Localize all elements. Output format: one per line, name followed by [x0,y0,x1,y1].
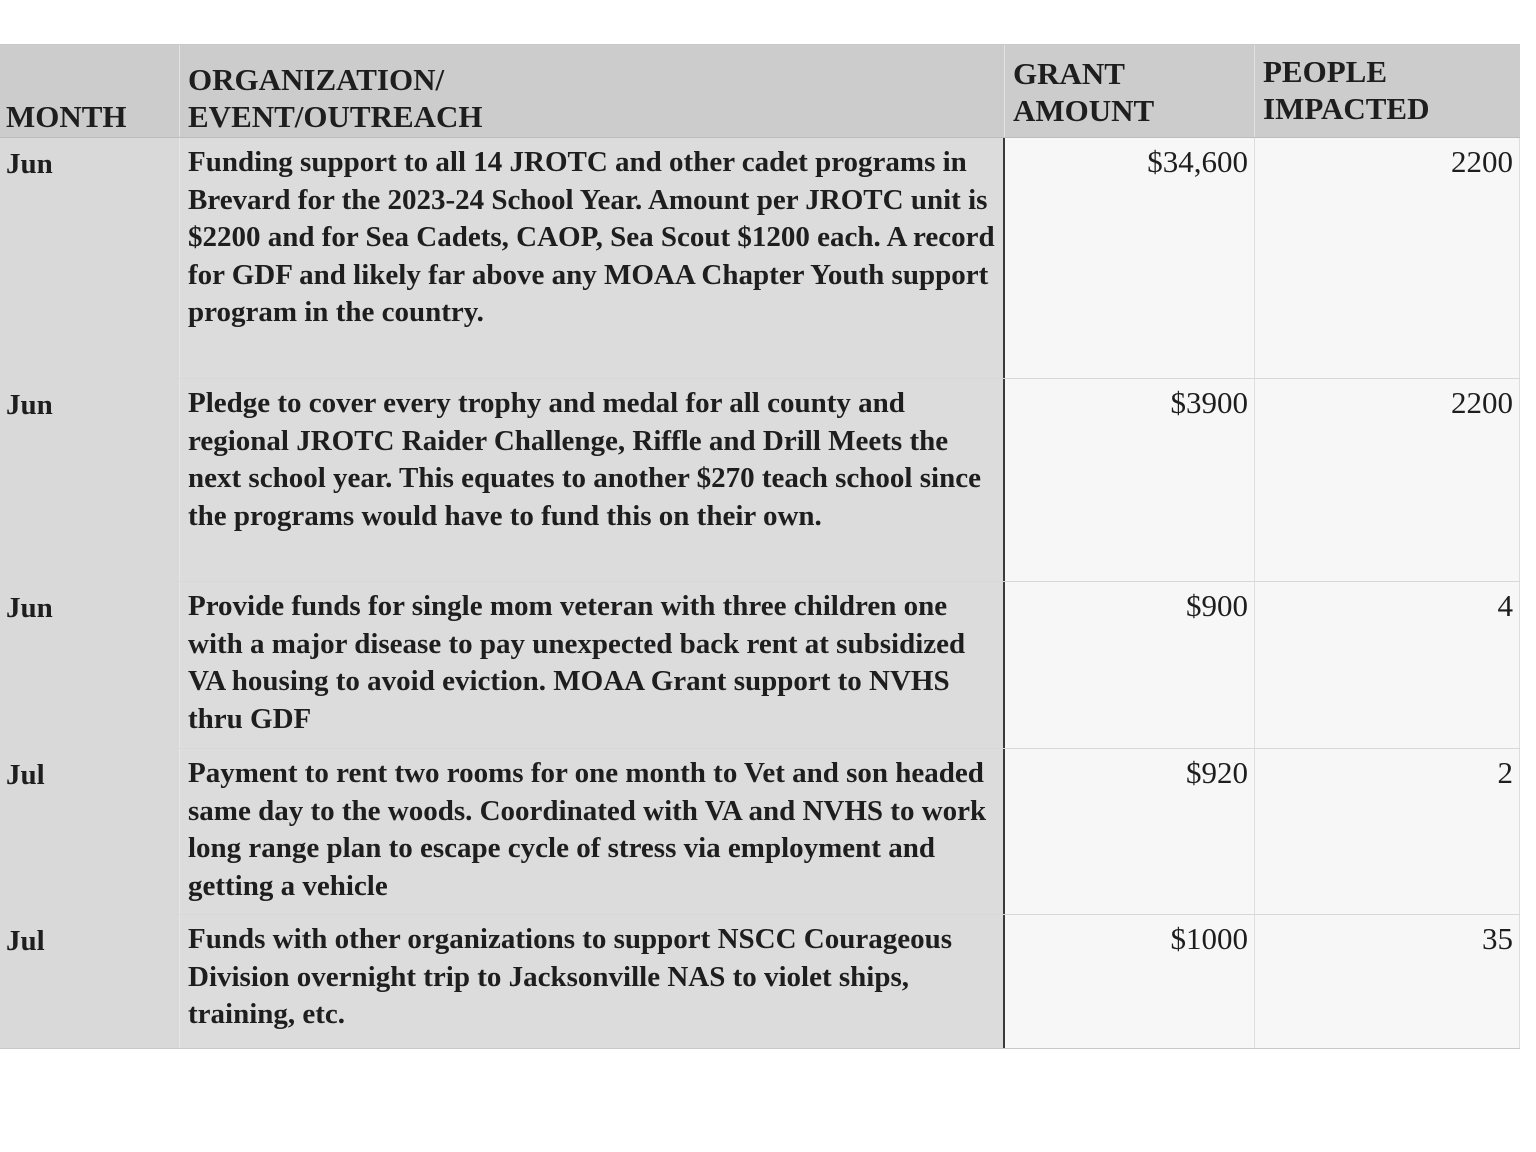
header-grant-amount [1005,45,1255,137]
description-cell: Payment to rent two rooms for one month to Vet and son headed same day to the woods. Coordinated with VA and NVHS to work long range plan to escape cycle of stress via employment and getting a vehicle [180,749,1005,914]
table-row [0,582,1520,749]
header-organization [180,45,1005,137]
people-impacted-cell: 4 [1255,582,1520,748]
month-cell: Jun [0,582,180,748]
table-row [0,915,1520,1048]
table-header-row [0,45,1520,138]
header-month-label: MONTH [6,99,127,134]
grant-amount-cell: $900 [1005,582,1255,748]
month-cell: Jun [0,138,180,378]
table-row [0,379,1520,582]
people-impacted-cell: 35 [1255,915,1520,1048]
description-cell: Provide funds for single mom veteran with three children one with a major disease to pay unexpected back rent at subsidized VA housing to avoid eviction. MOAA Grant support to NVHS thru GDF [180,582,1005,748]
description-cell: Pledge to cover every trophy and medal for all county and regional JROTC Raider Challenge, Riffle and Drill Meets the next school year. This equates to another $270 teach school since the programs would have to fund this on their own. [180,379,1005,581]
header-organization-line2: EVENT/OUTREACH [188,99,483,134]
grant-table [0,44,1520,1049]
table-row [0,138,1520,379]
header-grant-line1: GRANT [1013,56,1125,91]
table-row [0,749,1520,915]
month-cell: Jul [0,749,180,914]
header-people-line1: PEOPLE [1263,54,1388,89]
header-people-impacted [1255,45,1520,137]
month-cell: Jun [0,379,180,581]
grant-amount-cell: $920 [1005,749,1255,914]
grant-amount-cell: $1000 [1005,915,1255,1048]
grant-amount-cell: $3900 [1005,379,1255,581]
description-cell: Funding support to all 14 JROTC and other cadet programs in Brevard for the 2023-24 School Year. Amount per JROTC unit is $2200 and for Sea Cadets, CAOP, Sea Scout $1200 each. A record for GDF and likely far above any MOAA Chapter Youth support program in the country. [180,138,1005,378]
header-people-line2: IMPACTED [1263,91,1430,126]
description-cell: Funds with other organizations to support NSCC Courageous Division overnight trip to Jacksonville NAS to violet ships, training, etc. [180,915,1005,1048]
people-impacted-cell: 2200 [1255,138,1520,378]
people-impacted-cell: 2200 [1255,379,1520,581]
header-organization-line1: ORGANIZATION/ [188,62,445,97]
grant-amount-cell: $34,600 [1005,138,1255,378]
people-impacted-cell: 2 [1255,749,1520,914]
header-grant-line2: AMOUNT [1013,93,1155,128]
month-cell: Jul [0,915,180,1048]
header-month [0,45,180,137]
